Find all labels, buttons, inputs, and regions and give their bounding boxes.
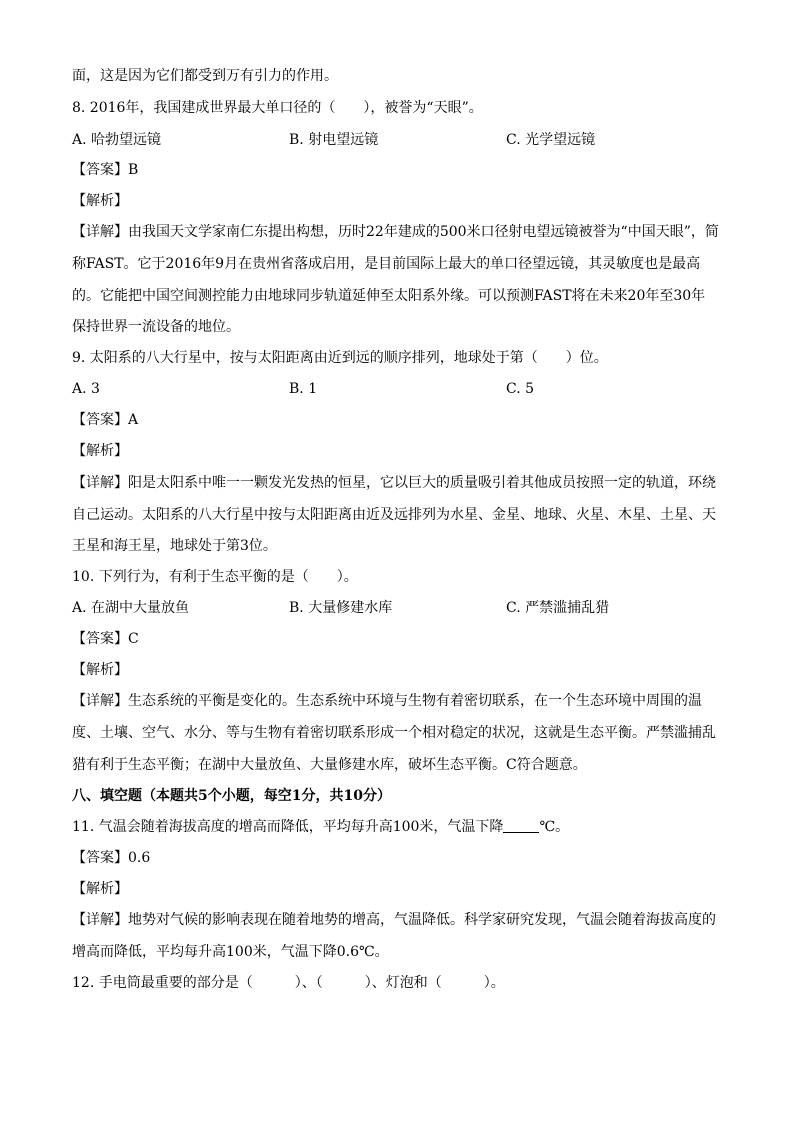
q8-option-c: C. 光学望远镜 <box>506 132 596 148</box>
q11-unit: ℃。 <box>539 819 570 835</box>
q10-answer: 【答案】C <box>72 631 139 647</box>
q8-detail-line-2: 称FAST。它于2016年9月在贵州省落成启用，是目前国际上最大的单口径望远镜，其灵敏度也是最高 <box>72 256 701 272</box>
q8-option-b: B. 射电望远镜 <box>289 132 379 148</box>
q11-answer: 【答案】0.6 <box>72 850 151 866</box>
q9-detail-line-1: 【详解】阳是太阳系中唯一一颗发光发热的恒星，它以巨大的质量吸引着其他成员按照一定的轨道，环绕 <box>72 475 716 491</box>
q11-stem: 11. 气温会随着海拔高度的增高而降低，平均每升高100米，气温下降 <box>72 819 504 835</box>
question-11 <box>72 817 569 837</box>
q10-detail-line-1: 【详解】生态系统的平衡是变化的。生态系统中环境与生物有着密切联系，在一个生态环境中周围的温 <box>72 693 702 709</box>
q10-option-b: B. 大量修建水库 <box>289 600 393 616</box>
q11-detail-line-2: 增高而降低，平均每升高100米，气温下降0.6℃。 <box>72 944 389 960</box>
q10-option-a: A. 在湖中大量放鱼 <box>72 600 190 616</box>
question-8: 8. 2016年，我国建成世界最大单口径的（ ），被誉为“天眼”。 <box>72 100 483 116</box>
q8-detail-line-3: 的。它能把中国空间测控能力由地球同步轨道延伸至太阳系外缘。可以预测FAST将在未来20年至30年 <box>72 288 706 304</box>
question-10: 10. 下列行为，有利于生态平衡的是（ ）。 <box>72 569 358 585</box>
q8-answer: 【答案】B <box>72 162 139 178</box>
q11-analysis-heading: 【解析】 <box>72 881 128 897</box>
q11-detail-line-1: 【详解】地势对气候的影响表现在随着地势的增高，气温降低。科学家研究发现，气温会随着海拔高度的 <box>72 912 716 928</box>
q9-option-a: A. 3 <box>72 381 100 397</box>
paragraph-continuation: 面，这是因为它们都受到万有引力的作用。 <box>72 68 338 84</box>
q8-analysis-heading: 【解析】 <box>72 193 128 209</box>
question-9: 9. 太阳系的八大行星中，按与太阳距离由近到远的顺序排列，地球处于第（ ）位。 <box>72 350 608 366</box>
q9-detail-line-2: 自己运动。太阳系的八大行星中按与太阳距离由近及远排列为水星、金星、地球、火星、木星、土星、天 <box>72 507 716 523</box>
q8-option-a: A. 哈勃望远镜 <box>72 132 162 148</box>
q8-detail-line-4: 保持世界一流设备的地位。 <box>72 319 240 335</box>
q11-blank <box>503 818 539 833</box>
q9-option-c: C. 5 <box>506 381 535 397</box>
section-heading: 八、填空题（本题共5个小题，每空1分，共10分） <box>72 788 391 804</box>
q8-detail-line-1: 【详解】由我国天文学家南仁东提出构想，历时22年建成的500米口径射电望远镜被誉为“中国天眼”，简 <box>72 224 719 240</box>
question-12: 12. 手电筒最重要的部分是（ ）、（ ）、灯泡和（ ）。 <box>72 975 505 991</box>
q10-detail-line-2: 度、土壤、空气、水分、等与生物有着密切联系形成一个相对稳定的状况，这就是生态平衡。严禁滥捕乱 <box>72 725 716 741</box>
q9-answer: 【答案】A <box>72 412 139 428</box>
q9-option-b: B. 1 <box>289 381 318 397</box>
q10-option-c: C. 严禁滥捕乱猎 <box>506 600 610 616</box>
q10-detail-line-3: 猎有利于生态平衡；在湖中大量放鱼、大量修建水库，破坏生态平衡。C符合题意。 <box>72 757 587 773</box>
q10-analysis-heading: 【解析】 <box>72 662 128 678</box>
q9-analysis-heading: 【解析】 <box>72 443 128 459</box>
q9-detail-line-3: 王星和海王星，地球处于第3位。 <box>72 538 277 554</box>
